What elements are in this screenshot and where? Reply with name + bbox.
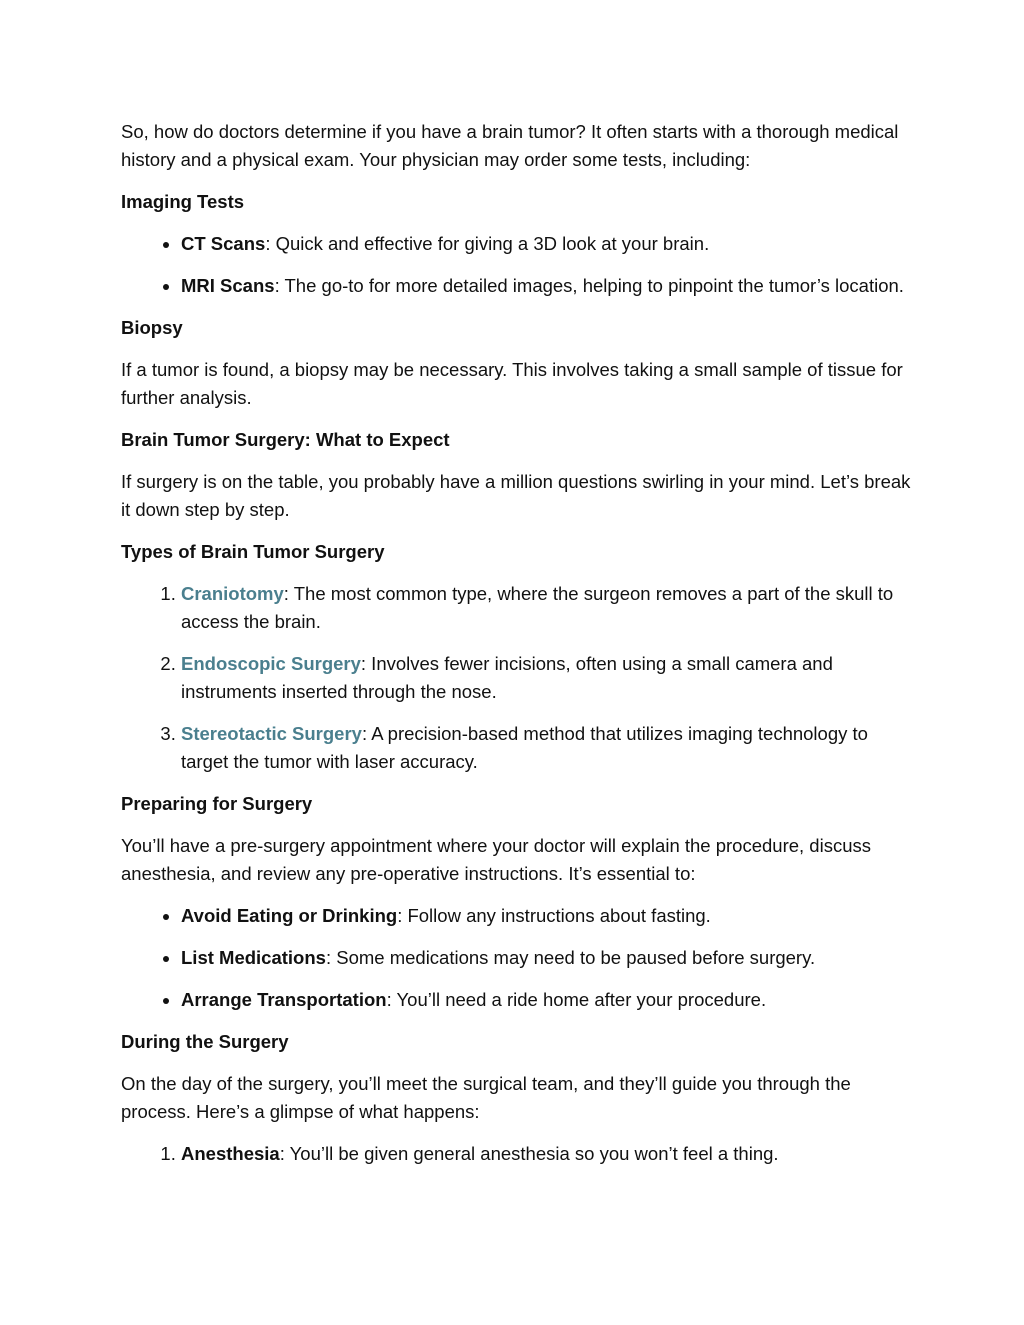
list-item-text: : A precision-based method that utilizes imaging technology to target the tumor with laser accuracy. bbox=[181, 723, 868, 772]
list-item bbox=[181, 1140, 911, 1168]
preparing-list bbox=[121, 902, 911, 1014]
preparing-heading: Preparing for Surgery bbox=[121, 793, 313, 814]
list-item-term: List Medications bbox=[181, 947, 326, 968]
list-item-text: : Follow any instructions about fasting. bbox=[397, 905, 711, 926]
list-item-text: : Quick and effective for giving a 3D look at your brain. bbox=[265, 233, 710, 254]
list-item-term: Avoid Eating or Drinking bbox=[181, 905, 398, 926]
surgery-types-heading: Types of Brain Tumor Surgery bbox=[121, 541, 385, 562]
list-item-term: CT Scans bbox=[181, 233, 266, 254]
list-item-term: Arrange Transportation bbox=[181, 989, 387, 1010]
biopsy-heading: Biopsy bbox=[121, 317, 183, 338]
stereotactic-surgery-link[interactable]: Stereotactic Surgery bbox=[181, 723, 362, 744]
list-item bbox=[181, 650, 911, 706]
list-item bbox=[181, 720, 911, 776]
endoscopic-surgery-link[interactable]: Endoscopic Surgery bbox=[181, 653, 361, 674]
list-item-text: : Involves fewer incisions, often using a small camera and instruments inserted through the nose. bbox=[181, 653, 833, 702]
during-surgery-list bbox=[121, 1140, 911, 1168]
document-page bbox=[121, 118, 911, 1182]
list-item bbox=[181, 986, 911, 1014]
surgery-types-list bbox=[121, 580, 911, 776]
list-item bbox=[181, 944, 911, 972]
list-item bbox=[181, 902, 911, 930]
biopsy-paragraph: If a tumor is found, a biopsy may be necessary. This involves taking a small sample of tissue for further analysis. bbox=[121, 359, 903, 408]
imaging-tests-heading: Imaging Tests bbox=[121, 191, 245, 212]
list-item-term: MRI Scans bbox=[181, 275, 275, 296]
list-item bbox=[181, 580, 911, 636]
during-surgery-heading: During the Surgery bbox=[121, 1031, 289, 1052]
list-item-term: Anesthesia bbox=[181, 1143, 280, 1164]
during-surgery-paragraph: On the day of the surgery, you’ll meet the surgical team, and they’ll guide you through the process. Here’s a glimpse of what happens: bbox=[121, 1073, 851, 1122]
surgery-heading: Brain Tumor Surgery: What to Expect bbox=[121, 429, 450, 450]
list-item-text: : The most common type, where the surgeon removes a part of the skull to access the brain. bbox=[181, 583, 894, 632]
preparing-paragraph: You’ll have a pre-surgery appointment where your doctor will explain the procedure, discuss anesthesia, and review any pre-operative instructions. It’s essential to: bbox=[121, 835, 871, 884]
surgery-paragraph: If surgery is on the table, you probably have a million questions swirling in your mind. Let’s break it down step by step. bbox=[121, 471, 911, 520]
intro-paragraph: So, how do doctors determine if you have a brain tumor? It often starts with a thorough medical history and a physical exam. Your physician may order some tests, including: bbox=[121, 121, 899, 170]
list-item bbox=[181, 272, 911, 300]
craniotomy-link[interactable]: Craniotomy bbox=[181, 583, 284, 604]
list-item-text: : The go-to for more detailed images, helping to pinpoint the tumor’s location. bbox=[274, 275, 904, 296]
list-item-text: : You’ll need a ride home after your procedure. bbox=[386, 989, 767, 1010]
list-item-text: : You’ll be given general anesthesia so you won’t feel a thing. bbox=[279, 1143, 779, 1164]
list-item bbox=[181, 230, 911, 258]
list-item-text: : Some medications may need to be paused before surgery. bbox=[325, 947, 816, 968]
imaging-tests-list bbox=[121, 230, 911, 300]
